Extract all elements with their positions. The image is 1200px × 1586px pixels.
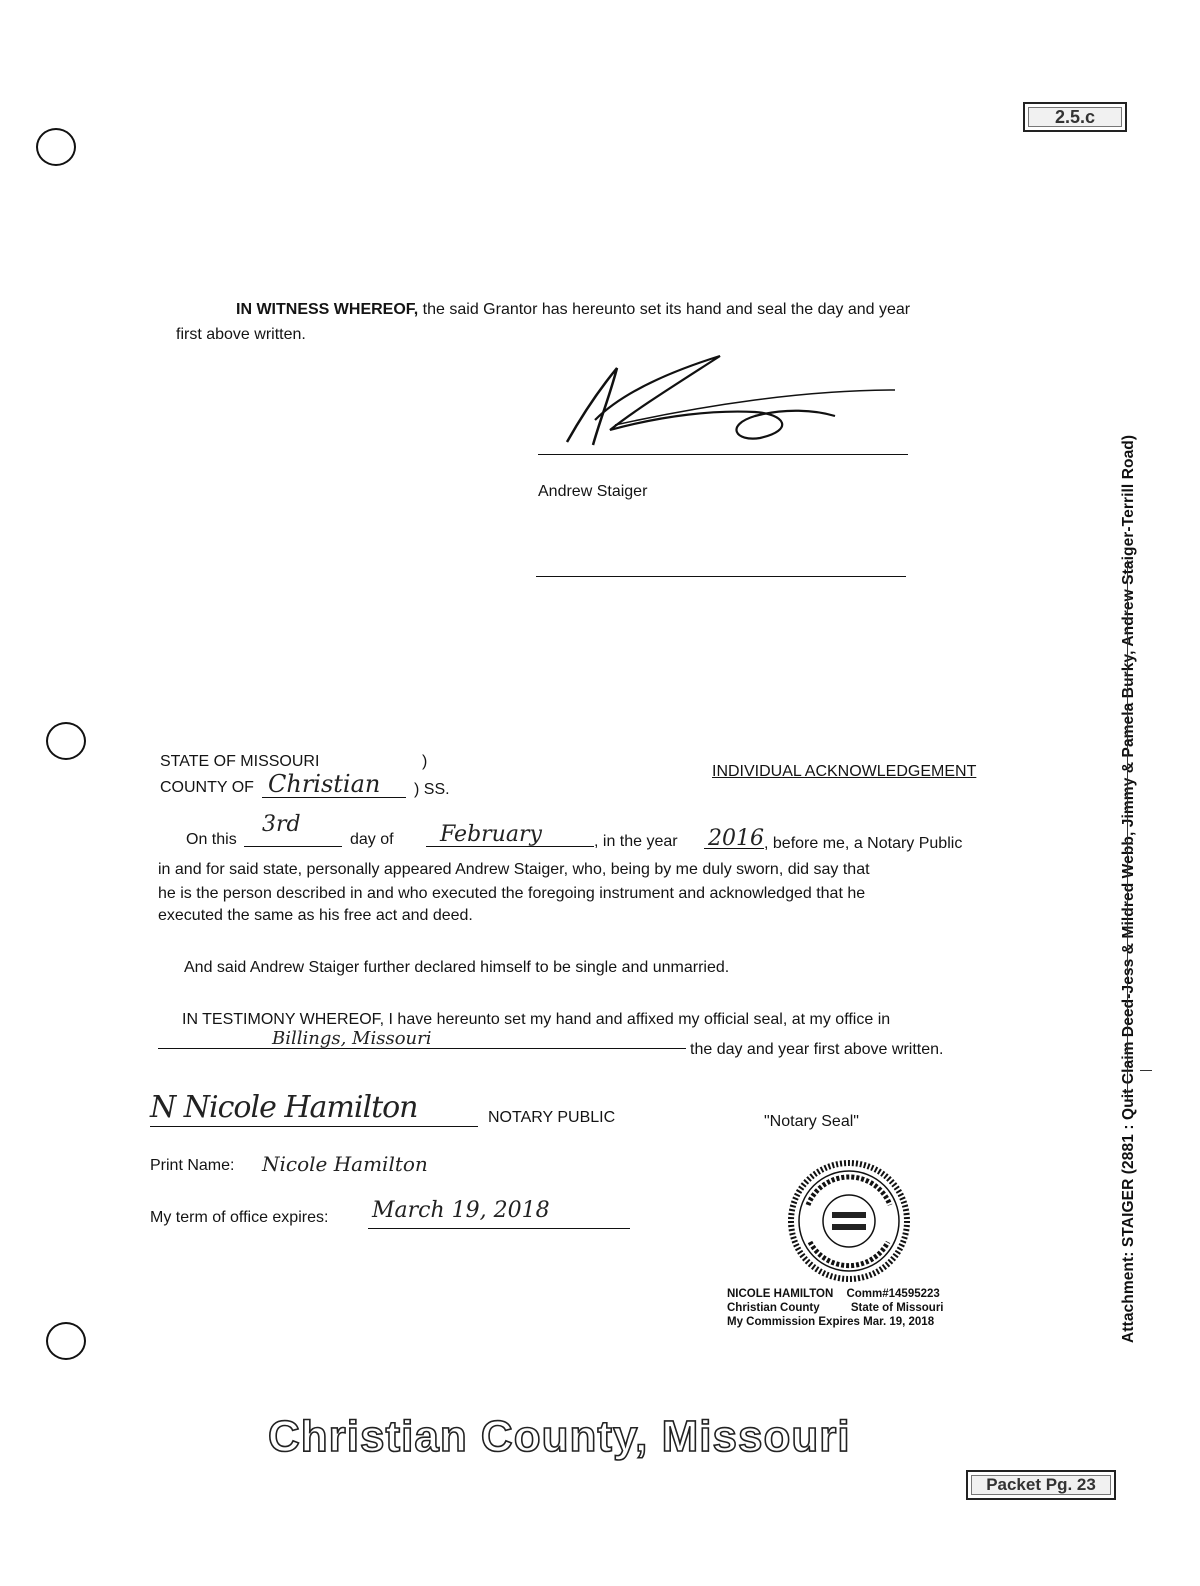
witness-line-2: first above written. (176, 326, 306, 343)
grantor-name: Andrew Staiger (538, 483, 648, 500)
ack-year-value: 2016 (708, 826, 764, 851)
seal-info-line-3: My Commission Expires Mar. 19, 2018 (727, 1316, 935, 1328)
notary-signature: N Nicole Hamilton (150, 1090, 418, 1125)
notary-signature-line (150, 1126, 478, 1127)
acknowledgement-heading: INDIVIDUAL ACKNOWLEDGEMENT (712, 763, 977, 780)
ss-label: ) SS. (414, 781, 450, 798)
packet-page-text: Packet Pg. 23 (986, 1475, 1096, 1494)
seal-info-line-1 (727, 1288, 940, 1301)
term-line (368, 1228, 630, 1229)
sidebar-tick (1140, 1070, 1152, 1071)
testimony-line-1: IN TESTIMONY WHEREOF, I have hereunto set my hand and affixed my official seal, at my office in (182, 1011, 891, 1028)
seal-notary-name: NICOLE HAMILTON (727, 1288, 834, 1300)
ack-day-of: day of (350, 831, 394, 848)
state-paren: ) (422, 753, 428, 770)
state-label: STATE OF MISSOURI (160, 753, 320, 770)
witness-line-1 (236, 300, 910, 320)
testimony-line-2-rest: the day and year first above written. (690, 1041, 944, 1058)
print-name-value: Nicole Hamilton (262, 1152, 428, 1176)
footer-title: Christian County, Missouri (268, 1412, 851, 1461)
punch-hole-bottom (46, 1322, 86, 1360)
notary-seal-stamp (788, 1160, 910, 1282)
punch-hole-middle (46, 722, 86, 760)
ack-on-this: On this (186, 831, 237, 848)
second-signature-line (536, 576, 906, 577)
testimony-location: Billings, Missouri (272, 1028, 432, 1049)
term-label: My term of office expires: (150, 1209, 329, 1226)
grantor-signature-line (538, 454, 908, 455)
seal-commission-number: Comm#14595223 (846, 1288, 940, 1300)
grantor-signature (555, 350, 915, 460)
ack-line-2: in and for said state, personally appeared Andrew Staiger, who, being by me duly sworn, did say that (158, 861, 870, 878)
witness-lead: IN WITNESS WHEREOF, (236, 301, 419, 318)
ack-month-value: February (440, 822, 542, 847)
ack-line-3: he is the person described in and who executed the foregoing instrument and acknowledged that he (158, 885, 866, 902)
witness-rest: the said Grantor has hereunto set its hand and seal the day and year (418, 301, 911, 318)
county-value: Christian (268, 770, 381, 798)
page-code-badge (1023, 102, 1127, 132)
ack-year-line (704, 848, 764, 849)
testimony-location-line (158, 1048, 686, 1049)
attachment-sidebar: Attachment: STAIGER (2881 : Quit Claim Deed-Jess & Mildred Webb, Jimmy & Pamela Burky, Andrew Staiger-Terrill Road) (1120, 434, 1137, 1343)
packet-page-badge (966, 1470, 1116, 1500)
county-line (262, 797, 406, 798)
ack-in-the-year: , in the year (594, 833, 678, 850)
ack-line-4: executed the same as his free act and deed. (158, 907, 473, 924)
ack-day-value: 3rd (262, 812, 301, 837)
seal-state: State of Missouri (850, 1302, 944, 1314)
ack-day-line (244, 846, 342, 847)
print-name-label: Print Name: (150, 1157, 235, 1174)
ack-month-line (426, 846, 594, 847)
ack-before-me: , before me, a Notary Public (764, 835, 963, 852)
seal-info-line-2 (727, 1302, 944, 1315)
notary-seal-label: "Notary Seal" (764, 1113, 859, 1130)
notary-public-title: NOTARY PUBLIC (488, 1109, 616, 1126)
punch-hole-top (36, 128, 76, 166)
county-label: COUNTY OF (160, 779, 254, 796)
sidebar-rule (1127, 560, 1128, 1100)
seal-county: Christian County (727, 1302, 820, 1314)
page-code-text: 2.5.c (1054, 107, 1096, 127)
term-value: March 19, 2018 (372, 1198, 550, 1223)
marital-statement: And said Andrew Staiger further declared himself to be single and unmarried. (184, 959, 730, 976)
